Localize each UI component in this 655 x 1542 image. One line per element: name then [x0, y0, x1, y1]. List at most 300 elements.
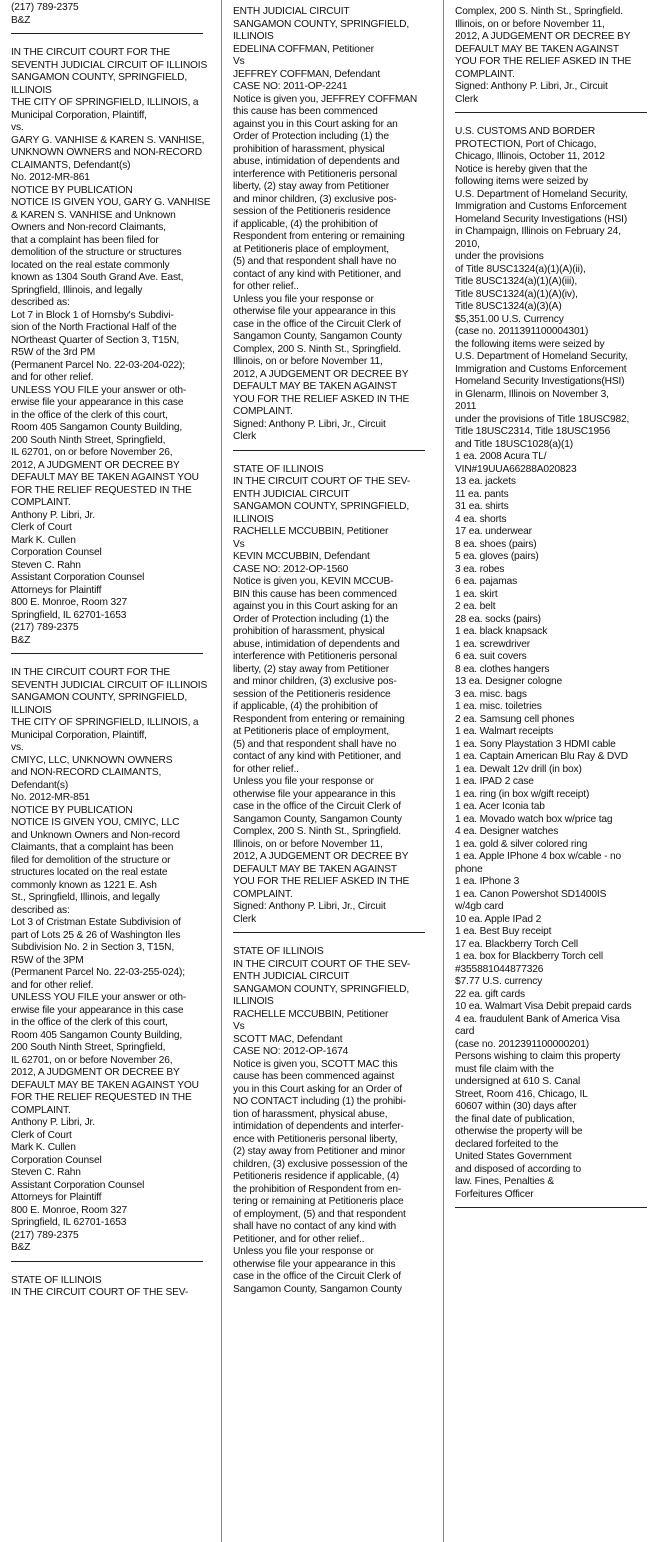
notice-line: case in the office of the Circuit Clerk of: [233, 1271, 401, 1282]
notice-line: Municipal Corporation, Plaintiff,: [11, 109, 147, 121]
notice-line: erwise file your appearance in this case: [11, 397, 184, 408]
notice-line: abuse, intimidation of dependents and: [233, 638, 400, 650]
notice-line: NOTICE BY PUBLICATION: [11, 804, 133, 816]
notice-line: SANGAMON COUNTY, SPRINGFIELD,: [233, 501, 410, 512]
legal-notice: [233, 946, 425, 1296]
notice-line: Persons wishing to claim this property: [455, 1051, 621, 1062]
notice-line: 2012, A JUDGMENT OR DECREE BY: [11, 459, 180, 471]
notice-line: Steven C. Rahn: [11, 1167, 81, 1178]
notice-line: ENTH JUDICIAL CIRCUIT: [233, 488, 350, 500]
notice-line: SANGAMON COUNTY, SPRINGFIELD,: [11, 72, 188, 83]
notice-line: NOTICE IS GIVEN YOU, CMIYC, LLC: [11, 817, 180, 828]
notice-line: 8 ea. clothes hangers: [455, 663, 550, 675]
notice-line: Mark K. Cullen: [11, 534, 76, 546]
notice-line: Clerk: [233, 913, 257, 925]
notice-line: No. 2012-MR-861: [11, 172, 90, 183]
notice-line: Title 8USC1324(a)(1)(A)(iii),: [455, 276, 578, 287]
notice-line: ENTH JUDICIAL CIRCUIT: [233, 6, 350, 17]
notice-line: against you in this Court asking for an: [233, 118, 398, 130]
notice-line: $7.77 U.S. currency: [455, 976, 543, 987]
notice-line: at Petitioneris place of employment,: [233, 726, 389, 737]
notice-line: NO CONTACT including (1) the prohibi-: [233, 1096, 406, 1107]
notice-line: 1 ea. Apple IPhone 4 box w/cable - no: [455, 851, 622, 862]
notice-line: UNLESS YOU FILE your answer or oth-: [11, 992, 187, 1003]
notice-line: and minor children, (3) exclusive pos-: [233, 193, 397, 205]
notice-line: (case no. 2012391100000201): [455, 1038, 589, 1050]
notice-line: CMIYC, LLC, UNKNOWN OWNERS: [11, 754, 173, 766]
notice-line: under the provisions of Title 18USC982,: [455, 413, 630, 425]
notice-line: following items were seized by: [455, 176, 589, 187]
notice-line: Owners and Non-record Claimants,: [11, 222, 166, 233]
notice-line: (2) stay away from Petitioner and minor: [233, 1146, 405, 1157]
notice-line: Vs: [233, 1021, 245, 1032]
notice-line: United States Government: [455, 1151, 572, 1162]
notice-line: 4 ea. fraudulent Bank of America Visa: [455, 1013, 620, 1025]
notice-line: 2 ea. Samsung cell phones: [455, 713, 575, 725]
notice-line: 2012, A JUDGEMENT OR DECREE BY: [455, 31, 631, 42]
notice-line: IN THE CIRCUIT COURT FOR THE: [11, 667, 171, 678]
notice-line: 2010,: [455, 238, 480, 250]
notice-line: Illinois, on or before November 11,: [233, 838, 383, 850]
notice-line: contact of any kind with Petitioner, and: [233, 268, 401, 280]
notice-line: #355881044877326: [455, 963, 544, 975]
notice-line: SANGAMON COUNTY, SPRINGFIELD,: [11, 692, 188, 703]
notice-line: children, (3) exclusive possession of the: [233, 1158, 408, 1170]
notice-line: GARY G. VANHISE & KAREN S. VANHISE,: [11, 134, 205, 146]
notice-line: Lot 7 in Block 1 of Hornsby's Subdivi-: [11, 309, 174, 321]
notice-line: 4 ea. shorts: [455, 513, 507, 525]
notice-line: and for other relief.: [11, 979, 94, 991]
notice-line: and minor children, (3) exclusive pos-: [233, 676, 397, 687]
notice-line: 1 ea. 2008 Acura TL/: [455, 451, 547, 462]
notice-line: Unless you file your response or: [233, 293, 374, 305]
notice-line: interference with Petitioneris personal: [233, 168, 398, 180]
notice-line: Clerk: [233, 431, 257, 442]
notice-line: 1 ea. IPhone 3: [455, 876, 520, 887]
legal-notice: [233, 6, 425, 444]
notice-line: THE CITY OF SPRINGFIELD, ILLINOIS, a: [11, 97, 199, 108]
notice-line: Chicago, Illinois, October 11, 2012: [455, 151, 605, 162]
notice-line: Title 8USC1324(a)(1)(A)(iv),: [455, 288, 578, 300]
column-divider: [443, 0, 444, 1542]
notice-line: shall have no contact of any kind with: [233, 1221, 397, 1232]
notice-line: Notice is given you, SCOTT MAC this: [233, 1058, 398, 1070]
notice-line: Unless you file your response or: [233, 1246, 374, 1257]
legal-notice: [455, 6, 647, 106]
notice-line: Immigration and Customs Enforcement: [455, 363, 627, 375]
notice-line: Petitioner, and for other relief..: [233, 1233, 365, 1245]
notice-separator-rule: [233, 932, 425, 933]
notice-line: 10 ea. Walmart Visa Debit prepaid cards: [455, 1001, 632, 1012]
notice-line: DEFAULT MAY BE TAKEN AGAINST YOU: [11, 472, 199, 483]
notice-line: STATE OF ILLINOIS: [11, 1274, 102, 1286]
notice-line: (217) 789-2375: [11, 622, 79, 633]
notice-line: Order of Protection including (1) the: [233, 613, 389, 625]
notice-line: Complex, 200 S. Ninth St., Springfield.: [233, 343, 401, 355]
notice-line: Notice is hereby given that the: [455, 163, 588, 175]
notice-line: in Champaign, Illinois on February 24,: [455, 226, 621, 237]
legal-notice: [11, 667, 208, 1255]
notice-line: UNKNOWN OWNERS and NON-RECORD: [11, 147, 202, 158]
notice-line: EDELINA COFFMAN, Petitioner: [233, 43, 374, 55]
notice-line: Anthony P. Libri, Jr.: [11, 1117, 95, 1128]
notice-line: card: [455, 1026, 475, 1037]
notice-line: Notice is given you, JEFFREY COFFMAN: [233, 93, 418, 105]
notice-separator-rule: [455, 112, 647, 113]
notice-line: Notice is given you, KEVIN MCCUB-: [233, 576, 394, 587]
notice-line: STATE OF ILLINOIS: [233, 463, 324, 475]
notice-line: ENTH JUDICIAL CIRCUIT: [233, 971, 350, 982]
notice-line: otherwise the property will be: [455, 1126, 583, 1137]
notice-line: CASE NO: 2012-OP-1560: [233, 563, 349, 575]
notice-line: $5,351.00 U.S. Currency: [455, 313, 564, 325]
notice-line: Room 405 Sangamon County Building,: [11, 422, 183, 433]
notice-line: FOR THE RELIEF REQUESTED IN THE: [11, 484, 192, 496]
notice-line: sion of the North Fractional Half of the: [11, 322, 177, 333]
notice-line: and NON-RECORD CLAIMANTS,: [11, 767, 162, 778]
notice-line: 2012, A JUDGEMENT OR DECREE BY: [233, 851, 409, 862]
notice-line: Corporation Counsel: [11, 1154, 102, 1166]
notice-line: 2 ea. belt: [455, 601, 496, 612]
notice-line: VIN#19UUA66288A020823: [455, 463, 577, 475]
notice-line: otherwise file your appearance in this: [233, 1258, 396, 1270]
notice-line: 1 ea. Walmart receipts: [455, 726, 554, 737]
notice-line: KEVIN MCCUBBIN, Defendant: [233, 551, 370, 562]
notice-line: (217) 789-2375: [11, 2, 79, 13]
notice-line: demolition of the structure or structures: [11, 247, 182, 258]
notice-line: SEVENTH JUDICIAL CIRCUIT OF ILLINOIS: [11, 59, 208, 71]
notice-line: & KAREN S. VANHISE and Unknown: [11, 209, 176, 221]
notice-line: ILLINOIS: [11, 704, 52, 716]
notice-line: IN THE CIRCUIT COURT OF THE SEV-: [11, 1287, 189, 1298]
notice-line: Steven C. Rahn: [11, 559, 81, 571]
notice-line: Complex, 200 S. Ninth St., Springfield.: [233, 826, 401, 837]
notice-line: STATE OF ILLINOIS: [233, 946, 324, 957]
notice-line: w/4gb card: [455, 901, 504, 912]
notice-line: R5W of the 3rd PM: [11, 347, 96, 358]
notice-line: Municipal Corporation, Plaintiff,: [11, 729, 147, 741]
notice-line: JEFFREY COFFMAN, Defendant: [233, 68, 381, 80]
notice-line: 3 ea. robes: [455, 563, 505, 575]
notice-line: DEFAULT MAY BE TAKEN AGAINST: [233, 381, 397, 392]
notice-line: RACHELLE MCCUBBIN, Petitioner: [233, 1008, 389, 1020]
notice-line: Sangamon County, Sangamon County: [233, 813, 402, 825]
notice-line: 60607 within (30) days after: [455, 1101, 577, 1112]
notice-line: and Unknown Owners and Non-record: [11, 829, 180, 841]
notice-line: prohibition of harassment, physical: [233, 143, 385, 155]
notice-line: 5 ea. gloves (pairs): [455, 551, 539, 562]
notice-line: 1 ea. ring (in box w/gift receipt): [455, 788, 590, 800]
notice-line: 1 ea. Captain American Blu Ray & DVD: [455, 751, 628, 762]
notice-line: Lot 3 of Cristman Estate Subdivision of: [11, 917, 181, 928]
notice-line: 800 E. Monroe, Room 327: [11, 597, 128, 608]
notice-line: Signed: Anthony P. Libri, Jr., Circuit: [233, 901, 386, 912]
notice-line: 200 South Ninth Street, Springfield,: [11, 434, 166, 446]
legal-notice: [11, 2, 203, 27]
notice-line: 4 ea. Designer watches: [455, 826, 559, 837]
notice-line: 1 ea. Dewalt 12v drill (in box): [455, 763, 582, 775]
legal-notice: [11, 1275, 203, 1300]
notice-line: 1 ea. box for Blackberry Torch cell: [455, 951, 604, 962]
notice-line: IL 62701, on or before November 26,: [11, 447, 173, 458]
notice-line: this cause has been commenced: [233, 106, 378, 117]
notice-line: R5W of the 3PM: [11, 954, 84, 966]
notice-line: CLAIMANTS, Defendant(s): [11, 159, 131, 171]
notice-line: under the provisions: [455, 251, 544, 262]
notice-separator-rule: [455, 1207, 647, 1208]
notice-line: 1 ea. misc. toiletries: [455, 701, 542, 712]
notice-line: No. 2012-MR-851: [11, 792, 90, 803]
notice-line: phone: [455, 863, 483, 875]
notice-line: NOTICE IS GIVEN YOU, GARY G. VANHISE: [11, 197, 211, 208]
notice-line: 31 ea. shirts: [455, 501, 509, 512]
notice-line: Attorneys for Plaintiff: [11, 1192, 102, 1203]
notice-line: ILLINOIS: [233, 31, 274, 42]
notice-line: 1 ea. Movado watch box w/price tag: [455, 813, 613, 825]
notice-line: Clerk of Court: [11, 522, 72, 533]
notice-line: 3 ea. misc. bags: [455, 688, 527, 700]
notice-line: YOU FOR THE RELIEF ASKED IN THE: [233, 876, 410, 887]
notice-line: 17 ea. Blackberry Torch Cell: [455, 938, 579, 950]
notice-line: you in this Court asking for an Order of: [233, 1083, 402, 1095]
notice-line: in Glenarm, Illinois on November 3,: [455, 388, 609, 400]
notice-line: IN THE CIRCUIT COURT OF THE SEV-: [233, 958, 411, 970]
notice-line: Springfield, IL 62701-1653: [11, 1217, 127, 1228]
notice-line: 6 ea. pajamas: [455, 576, 518, 587]
notice-line: known as 1304 South Grand Ave. East,: [11, 272, 184, 283]
notice-line: of employment, (5) and that respondent: [233, 1208, 406, 1220]
column-divider: [221, 0, 222, 1542]
notice-line: 1 ea. black knapsack: [455, 626, 548, 637]
notice-line: DEFAULT MAY BE TAKEN AGAINST YOU: [11, 1079, 199, 1091]
notice-line: in the office of the clerk of this court,: [11, 1017, 168, 1028]
notice-line: 6 ea. suit covers: [455, 651, 527, 662]
notice-line: the final date of publication,: [455, 1113, 575, 1125]
notice-line: PROTECTION, Port of Chicago,: [455, 138, 597, 150]
notice-line: located on the real estate commonly: [11, 259, 170, 271]
notice-line: RACHELLE MCCUBBIN, Petitioner: [233, 526, 389, 537]
notice-line: described as:: [11, 297, 70, 308]
notice-line: THE CITY OF SPRINGFIELD, ILLINOIS, a: [11, 717, 199, 728]
notice-line: cause has been commenced against: [233, 1071, 395, 1082]
notice-line: 1 ea. Best Buy receipt: [455, 926, 552, 937]
notice-line: DEFAULT MAY BE TAKEN AGAINST: [233, 863, 397, 875]
notice-line: erwise file your appearance in this case: [11, 1004, 184, 1016]
notice-line: ILLINOIS: [11, 84, 52, 96]
notice-line: SEVENTH JUDICIAL CIRCUIT OF ILLINOIS: [11, 679, 208, 691]
notice-line: 11 ea. pants: [455, 488, 509, 500]
notice-line: CASE NO: 2012-OP-1674: [233, 1046, 349, 1057]
notice-line: Homeland Security Investigations (HSI): [455, 213, 628, 225]
notice-line: and disposed of according to: [455, 1163, 582, 1175]
notice-line: Title 18USC2314, Title 18USC1956: [455, 426, 611, 437]
notice-line: 1 ea. Sony Playstation 3 HDMI cable: [455, 738, 616, 750]
notice-line: IN THE CIRCUIT COURT OF THE SEV-: [233, 476, 411, 487]
legal-notice: [455, 126, 647, 1201]
notice-line: CASE NO: 2011-OP-2241: [233, 81, 348, 92]
notice-line: must file claim with the: [455, 1063, 554, 1075]
notice-line: Springfield, IL 62701-1653: [11, 609, 127, 621]
notice-line: (Permanent Parcel No. 22-03-204-022);: [11, 359, 185, 371]
notice-line: 1 ea. Acer Iconia tab: [455, 801, 545, 812]
notice-line: 1 ea. gold & silver colored ring: [455, 838, 588, 850]
notice-line: 10 ea. Apple IPad 2: [455, 913, 542, 925]
notice-line: intimidation of dependents and interfer-: [233, 1121, 404, 1132]
notice-separator-rule: [11, 653, 203, 654]
notice-line: COMPLAINT.: [455, 68, 515, 80]
notice-line: undersigned at 610 S. Canal: [455, 1076, 581, 1087]
notice-line: for other relief..: [233, 763, 299, 775]
notice-line: B&Z: [11, 14, 31, 26]
notice-line: 22 ea. gift cards: [455, 988, 525, 1000]
legal-notice: [233, 464, 425, 927]
notice-line: U.S. Department of Homeland Security,: [455, 188, 628, 200]
notice-line: the prohibition of Respondent from en-: [233, 1183, 402, 1195]
notice-line: U.S. CUSTOMS AND BORDER: [455, 126, 596, 137]
notice-line: 800 E. Monroe, Room 327: [11, 1204, 128, 1216]
notice-line: Signed: Anthony P. Libri, Jr., Circuit: [233, 418, 386, 430]
notice-line: 1 ea. skirt: [455, 588, 498, 600]
notice-line: Title 8USC1324(a)(3)(A): [455, 301, 562, 312]
notice-line: Mark K. Cullen: [11, 1142, 76, 1153]
notice-line: interference with Petitioneris personal: [233, 651, 398, 662]
notice-line: Petitioneris residence if applicable, (4): [233, 1171, 399, 1182]
notice-line: YOU FOR THE RELIEF ASKED IN THE: [455, 56, 632, 67]
notice-line: (217) 789-2375: [11, 1229, 79, 1241]
notice-line: liberty, (2) stay away from Petitioner: [233, 181, 390, 192]
notice-line: Springfield, Illinois, and legally: [11, 284, 143, 296]
notice-line: 200 South Ninth Street, Springfield,: [11, 1042, 166, 1053]
notice-line: 13 ea. jackets: [455, 476, 516, 487]
notice-line: NOTICE BY PUBLICATION: [11, 184, 133, 196]
notice-line: and Title 18USC1028(a)(1): [455, 438, 573, 450]
notice-line: 8 ea. shoes (pairs): [455, 538, 537, 550]
notice-line: (Permanent Parcel No. 22-03-255-024);: [11, 967, 185, 978]
notice-line: Anthony P. Libri, Jr.: [11, 509, 95, 521]
notice-line: ence with Petitioneris personal liberty,: [233, 1133, 398, 1145]
notice-line: 13 ea. Designer cologne: [455, 676, 562, 687]
notice-line: vs.: [11, 742, 24, 753]
notice-line: if applicable, (4) the prohibition of: [233, 701, 378, 712]
notice-line: the following items were seized by: [455, 338, 605, 350]
column-1: [11, 0, 211, 1300]
notice-line: Assistant Corporation Counsel: [11, 1179, 145, 1191]
notice-line: IL 62701, on or before November 26,: [11, 1054, 173, 1066]
notice-line: Clerk of Court: [11, 1129, 72, 1141]
notice-line: that a complaint has been filed for: [11, 234, 159, 246]
notice-line: of Title 8USC1324(a)(1)(A)(ii),: [455, 263, 586, 275]
notice-line: Sangamon County, Sangamon County: [233, 1283, 402, 1295]
notice-line: in the office of the clerk of this court,: [11, 409, 168, 421]
notice-line: and for other relief.: [11, 372, 94, 383]
notice-separator-rule: [11, 33, 203, 34]
notice-line: Signed: Anthony P. Libri, Jr., Circuit: [455, 81, 608, 92]
notice-line: BIN this cause has been commenced: [233, 588, 397, 600]
notice-line: ILLINOIS: [233, 513, 274, 525]
notice-line: Room 405 Sangamon County Building,: [11, 1029, 183, 1041]
notice-line: filed for demolition of the structure or: [11, 854, 171, 866]
notice-line: session of the Petitioneris residence: [233, 688, 391, 700]
notice-line: IN THE CIRCUIT COURT FOR THE: [11, 47, 171, 58]
notice-separator-rule: [233, 450, 425, 451]
notice-line: Unless you file your response or: [233, 776, 374, 787]
notice-line: Respondent from entering or remaining: [233, 231, 405, 242]
notice-line: for other relief..: [233, 281, 299, 292]
notice-line: case in the office of the Circuit Clerk of: [233, 318, 401, 330]
notice-line: Street, Room 416, Chicago, IL: [455, 1088, 588, 1100]
notice-line: 2012, A JUDGMENT OR DECREE BY: [11, 1067, 180, 1078]
notice-line: 2011: [455, 401, 477, 412]
notice-line: Homeland Security Investigations(HSI): [455, 376, 625, 387]
notice-line: FOR THE RELIEF REQUESTED IN THE: [11, 1092, 192, 1103]
notice-line: SCOTT MAC, Defendant: [233, 1033, 343, 1045]
notice-line: liberty, (2) stay away from Petitioner: [233, 663, 390, 675]
notice-line: SANGAMON COUNTY, SPRINGFIELD,: [233, 18, 410, 30]
notice-line: Subdivision No. 2 in Section 3, T15N,: [11, 942, 175, 953]
notice-line: St., Springfield, Illinois, and legally: [11, 892, 160, 903]
notice-line: Defendant(s): [11, 779, 69, 791]
notice-line: COMPLAINT.: [233, 406, 293, 417]
notice-line: structures located on the real estate: [11, 867, 168, 878]
notice-line: if applicable, (4) the prohibition of: [233, 218, 378, 230]
notice-line: tering or remaining at Petitioneris place: [233, 1196, 404, 1207]
notice-line: tion of harassment, physical abuse,: [233, 1108, 388, 1120]
notice-line: Forfeitures Officer: [455, 1188, 534, 1200]
notice-line: UNLESS YOU FILE your answer or oth-: [11, 384, 187, 396]
notice-line: otherwise file your appearance in this: [233, 306, 396, 317]
column-2: [233, 0, 425, 1296]
notice-line: Order of Protection including (1) the: [233, 131, 389, 142]
notice-line: Illinois, on or before November 11,: [455, 18, 605, 30]
notice-line: B&Z: [11, 1242, 31, 1253]
notice-line: otherwise file your appearance in this: [233, 788, 396, 800]
notice-line: Corporation Counsel: [11, 547, 102, 558]
notice-line: contact of any kind with Petitioner, and: [233, 751, 401, 762]
notice-line: Sangamon County, Sangamon County: [233, 331, 402, 342]
notice-line: Respondent from entering or remaining: [233, 713, 405, 725]
notice-line: commonly known as 1221 E. Ash: [11, 879, 157, 891]
notice-line: 17 ea. underwear: [455, 526, 532, 537]
legal-notice: [11, 47, 211, 647]
column-3: [455, 0, 647, 1221]
notice-line: case in the office of the Circuit Clerk of: [233, 801, 401, 812]
notice-line: described as:: [11, 904, 70, 916]
notice-line: declared forfeited to the: [455, 1138, 559, 1150]
notice-line: Vs: [233, 56, 245, 67]
notice-line: 1 ea. screwdriver: [455, 638, 531, 650]
notice-line: law. Fines, Penalties &: [455, 1176, 555, 1187]
notice-line: NOrtheast Quarter of Section 3, T15N,: [11, 334, 180, 346]
notice-line: abuse, intimidation of dependents and: [233, 156, 400, 167]
notice-line: 1 ea. Canon Powershot SD1400IS: [455, 888, 607, 900]
notice-line: COMPLAINT.: [233, 888, 293, 900]
notice-line: ILLINOIS: [233, 996, 274, 1007]
notice-line: Clerk: [455, 93, 479, 105]
notice-line: COMPLAINT.: [11, 1104, 71, 1116]
notice-line: Claimants, that a complaint has been: [11, 842, 174, 853]
notice-line: session of the Petitioneris residence: [233, 206, 391, 217]
notice-line: COMPLAINT.: [11, 497, 71, 508]
notice-line: Attorneys for Plaintiff: [11, 584, 102, 596]
notice-line: prohibition of harassment, physical: [233, 626, 385, 637]
notice-line: vs.: [11, 122, 24, 133]
notice-line: U.S. Department of Homeland Security,: [455, 351, 628, 362]
notice-line: Immigration and Customs Enforcement: [455, 201, 627, 212]
notice-line: Illinois, on or before November 11,: [233, 356, 383, 367]
notice-line: part of Lots 25 & 26 of Washington Iles: [11, 929, 181, 941]
notice-line: (case no. 2011391100004301): [455, 326, 589, 337]
notice-line: (5) and that respondent shall have no: [233, 256, 397, 267]
